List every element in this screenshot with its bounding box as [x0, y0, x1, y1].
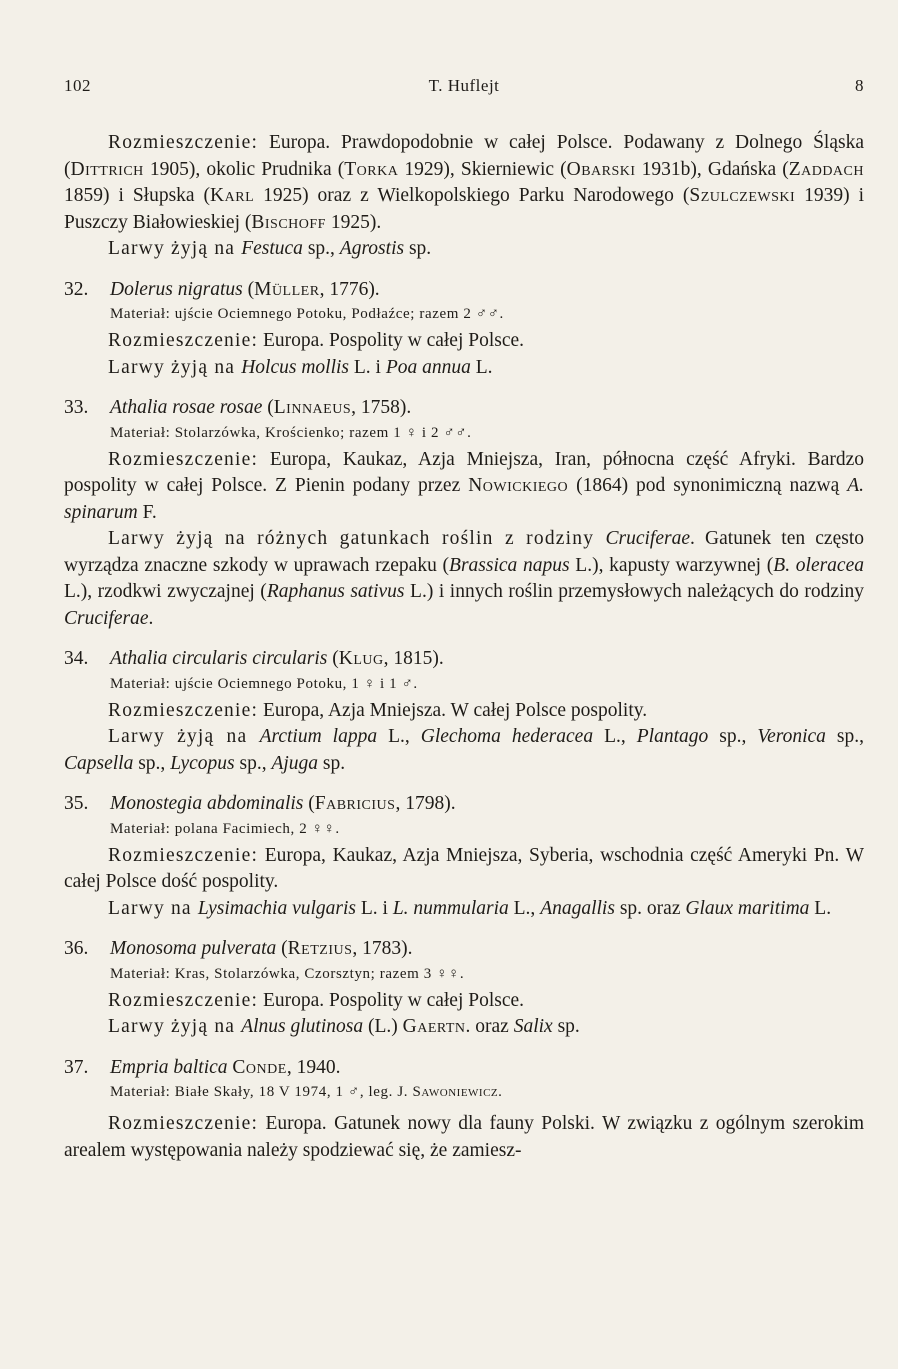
running-title: T. Huflejt: [428, 76, 500, 95]
larvae-35: Larwy na Lysimachia vulgaris L. i L. nummularia L., Anagallis sp. oraz Glaux maritima L.: [108, 897, 832, 919]
material-32: Materiał: ujście Ociemnego Potoku, Podłaźce; razem 2 ♂♂.: [110, 306, 504, 322]
larvae-36: Larwy żyją na Alnus glutinosa (L.) Gaertn. oraz Salix sp.: [108, 1016, 580, 1037]
running-header: [64, 76, 864, 102]
species-heading-32: 32. Dolerus nigratus (Müller, 1776).: [64, 278, 380, 300]
distribution-32: Rozmieszczenie: Europa. Pospolity w całej Polsce.: [108, 330, 525, 351]
larvae-34: Larwy żyją na Arctium lappa L., Glechoma hederacea L., Plantago sp., Veronica sp., Capsella sp., Lycopus sp., Ajuga sp.: [64, 726, 864, 774]
material-36: Materiał: Kras, Stolarzówka, Czorsztyn; razem 3 ♀♀.: [110, 965, 465, 982]
distribution-33: Rozmieszczenie: Europa, Kaukaz, Azja Mniejsza, Iran, północna część Afryki. Bardzo pospolity w całej Polsce. Z Pienin podany przez Nowickiego (1864) pod synonimiczną nazwą A. spinarum F.: [64, 448, 865, 523]
intro-distribution: Rozmieszczenie: Europa. Prawdopodobnie w całej Polsce. Podawany z Dolnego Śląska (Dittrich 1905), okolic Prudnika (Torka 1929), Skierniewic (Obarski 1931b), Gdańska (Zaddach 1859) i Słupska (Karl 1925) oraz z Wielkopolskiego Parku Narodowego (Szulczewski 1939) i Puszczy Białowieskiej (Bischoff 1925).: [64, 132, 864, 233]
species-heading-33: 33. Athalia rosae rosae (Linnaeus, 1758).: [64, 397, 412, 418]
material-33: Materiał: Stolarzówka, Krościenko; razem 1 ♀ i 2 ♂♂.: [110, 424, 472, 441]
intro-larvae: Larwy żyją na Festuca sp., Agrostis sp.: [108, 238, 432, 259]
distribution-35: Rozmieszczenie: Europa, Kaukaz, Azja Mniejsza, Syberia, wschodnia część Ameryki Pn. W całej Polsce dość pospolity.: [64, 844, 864, 892]
material-35: Materiał: polana Facimiech, 2 ♀♀.: [110, 820, 340, 837]
material-34: Materiał: ujście Ociemnego Potoku, 1 ♀ i 1 ♂.: [110, 675, 418, 692]
distribution-34: Rozmieszczenie: Europa, Azja Mniejsza. W całej Polsce pospolity.: [108, 699, 648, 721]
species-heading-37: 37. Empria baltica Conde, 1940.: [64, 1056, 341, 1078]
page-body: [64, 130, 864, 1164]
distribution-36: Rozmieszczenie: Europa. Pospolity w całej Polsce.: [108, 989, 525, 1011]
larvae-32: Larwy żyją na Holcus mollis L. i Poa annua L.: [108, 356, 493, 378]
distribution-37: Rozmieszczenie: Europa. Gatunek nowy dla fauny Polski. W związku z ogólnym szerokim arealem występowania należy spodziewać się, że zamiesz-: [64, 1113, 864, 1161]
species-heading-36: 36. Monosoma pulverata (Retzius, 1783).: [64, 938, 413, 959]
page-number: 102: [64, 76, 91, 95]
larvae-33: Larwy żyją na różnych gatunkach roślin z rodziny Cruciferae. Gatunek ten często wyrządza znaczne szkody w uprawach rzepaku (Brassica napus L.), kapusty warzywnej (B. oleracea L.), rzodkwi zwyczajnej (Raphanus sativus L.) i innych roślin przemysłowych należących do rodziny Cruciferae.: [64, 528, 864, 629]
section-number: 8: [855, 76, 864, 95]
material-37: Materiał: Białe Skały, 18 V 1974, 1 ♂, leg. J. Sawoniewicz.: [110, 1084, 503, 1100]
species-heading-35: 35. Monostegia abdominalis (Fabricius, 1798).: [64, 793, 456, 814]
species-heading-34: 34. Athalia circularis circularis (Klug, 1815).: [64, 648, 444, 669]
